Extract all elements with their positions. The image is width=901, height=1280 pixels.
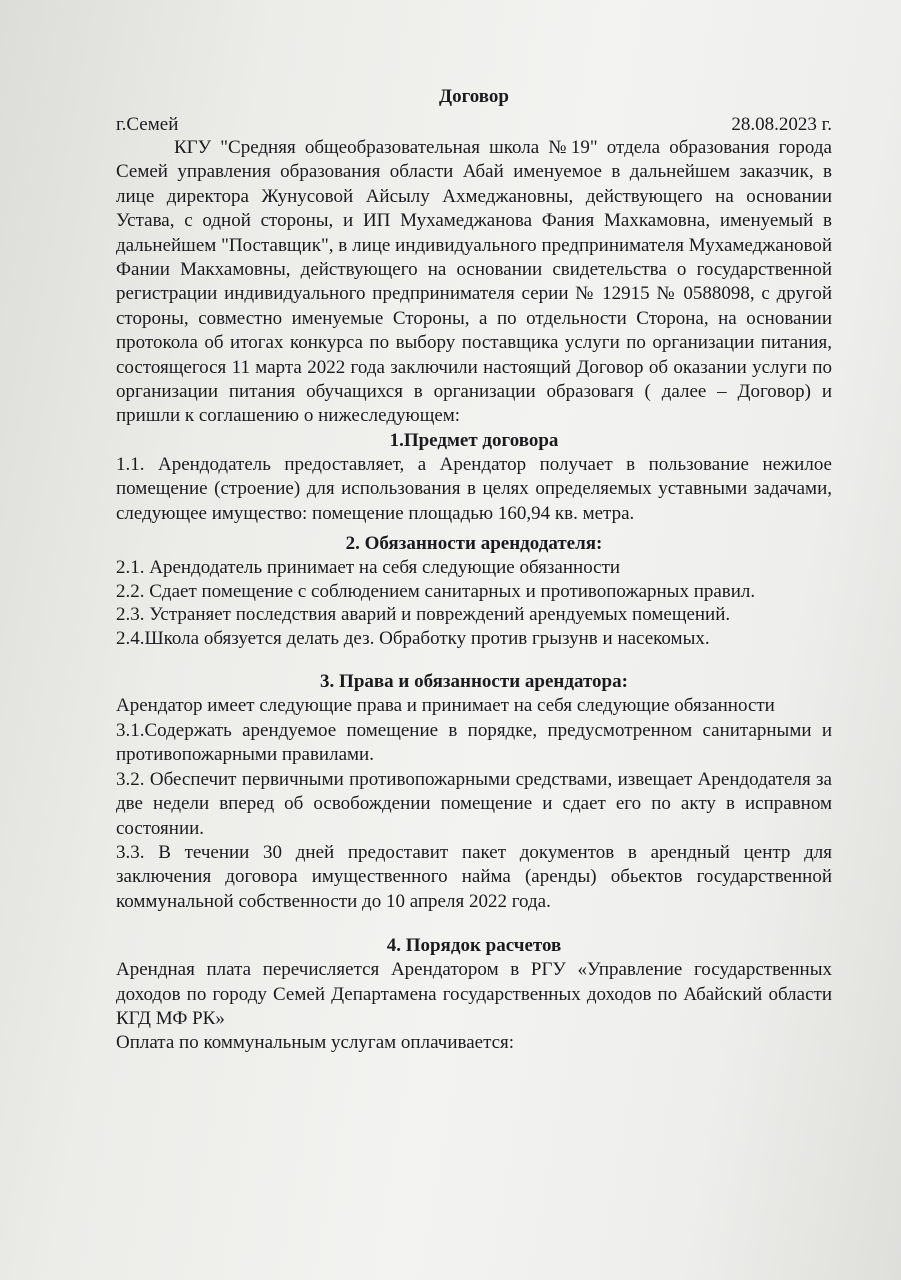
section3-item: 3.2. Обеспечит первичными противопожарными средствами, извещает Арендодателя за две недели вперед об освобождении помещение и сдает его по акту в исправном состоянии. bbox=[116, 768, 832, 839]
section4-text: Арендная плата перечисляется Арендатором в РГУ «Управление государственных доходов по городу Семей Департамена государственных доходов по Абайский области КГД МФ РК» bbox=[116, 959, 832, 1029]
section2-item: 2.3. Устраняет последствия аварий и повреждений арендуемых помещений. bbox=[116, 604, 731, 626]
section2-item: 2.2. Сдает помещение с соблюдением санитарных и противопожарных правил. bbox=[116, 580, 756, 602]
section1-text: 1.1. Арендодатель предоставляет, а Арендатор получает в пользование нежилое помещение (строение) для использования в целях определяемых уставными задачами, следующее имущество: помещение площадью 160,94 кв. метра. bbox=[116, 453, 832, 524]
document-body bbox=[116, 86, 832, 1056]
section4-heading: 4. Порядок расчетов bbox=[386, 935, 562, 957]
place-date-row bbox=[116, 114, 832, 136]
section3-item: 3.3. В течении 30 дней предоставит пакет документов в арендный центр для заключения договора имущественного найма (аренды) обьектов государственной коммунальной собственности до 10 апреля 2022 года. bbox=[116, 841, 832, 912]
contract-date: 28.08.2023 г. bbox=[731, 114, 832, 135]
section2-item: 2.1. Арендодатель принимает на себя следующие обязанности bbox=[116, 557, 621, 579]
section1-heading: 1.Предмет договора bbox=[389, 429, 559, 451]
section3-item: 3.1.Содержать арендуемое помещение в порядке, предусмотренном санитарными и противопожарными правилами. bbox=[116, 719, 832, 766]
section4-text2: Оплата по коммунальным услугам оплачивается: bbox=[116, 1032, 515, 1054]
section3-intro: Арендатор имеет следующие права и принимает на себя следующие обязанности bbox=[116, 695, 775, 717]
document-title: Договор bbox=[439, 86, 509, 107]
preamble: КГУ "Средняя общеобразовательная школа №19" отдела образования города Семей управления образования области Абай именуемое в дальнейшем заказчик, в лице директора Жунусовой Айсылу Ахмеджановны, действующего на основании Устава, с одной стороны, и ИП Мухамеджанова Фания Махкамовна, именуемый в дальнейшем "Поставщик", в лице индивидуального предпринимателя Мухамеджановой Фании Макхамовны, действующего на основании свидетельства о государственной регистрации индивидуального предпринимателя серии № 12915 № 0588098, с другой стороны, совместно именуемые Стороны, а по отдельности Сторона, на основании протокола об итогах конкурса по выбору поставщика услуги по организации питания, состоящегося 11 марта 2022 года заключили настоящий Договор об оказании услуги по организации питания обучащихся в организации образовагя ( далее – Договор) и пришли к соглашению о нижеследующем: bbox=[116, 137, 832, 427]
section2-item: 2.4.Школа обязуется делать дез. Обработку против грызунв и насекомых. bbox=[116, 627, 710, 649]
section2-heading: 2. Обязанности арендодателя: bbox=[345, 533, 603, 555]
city: г.Семей bbox=[116, 114, 179, 135]
section3-heading: 3. Права и обязанности арендатора: bbox=[320, 671, 628, 693]
